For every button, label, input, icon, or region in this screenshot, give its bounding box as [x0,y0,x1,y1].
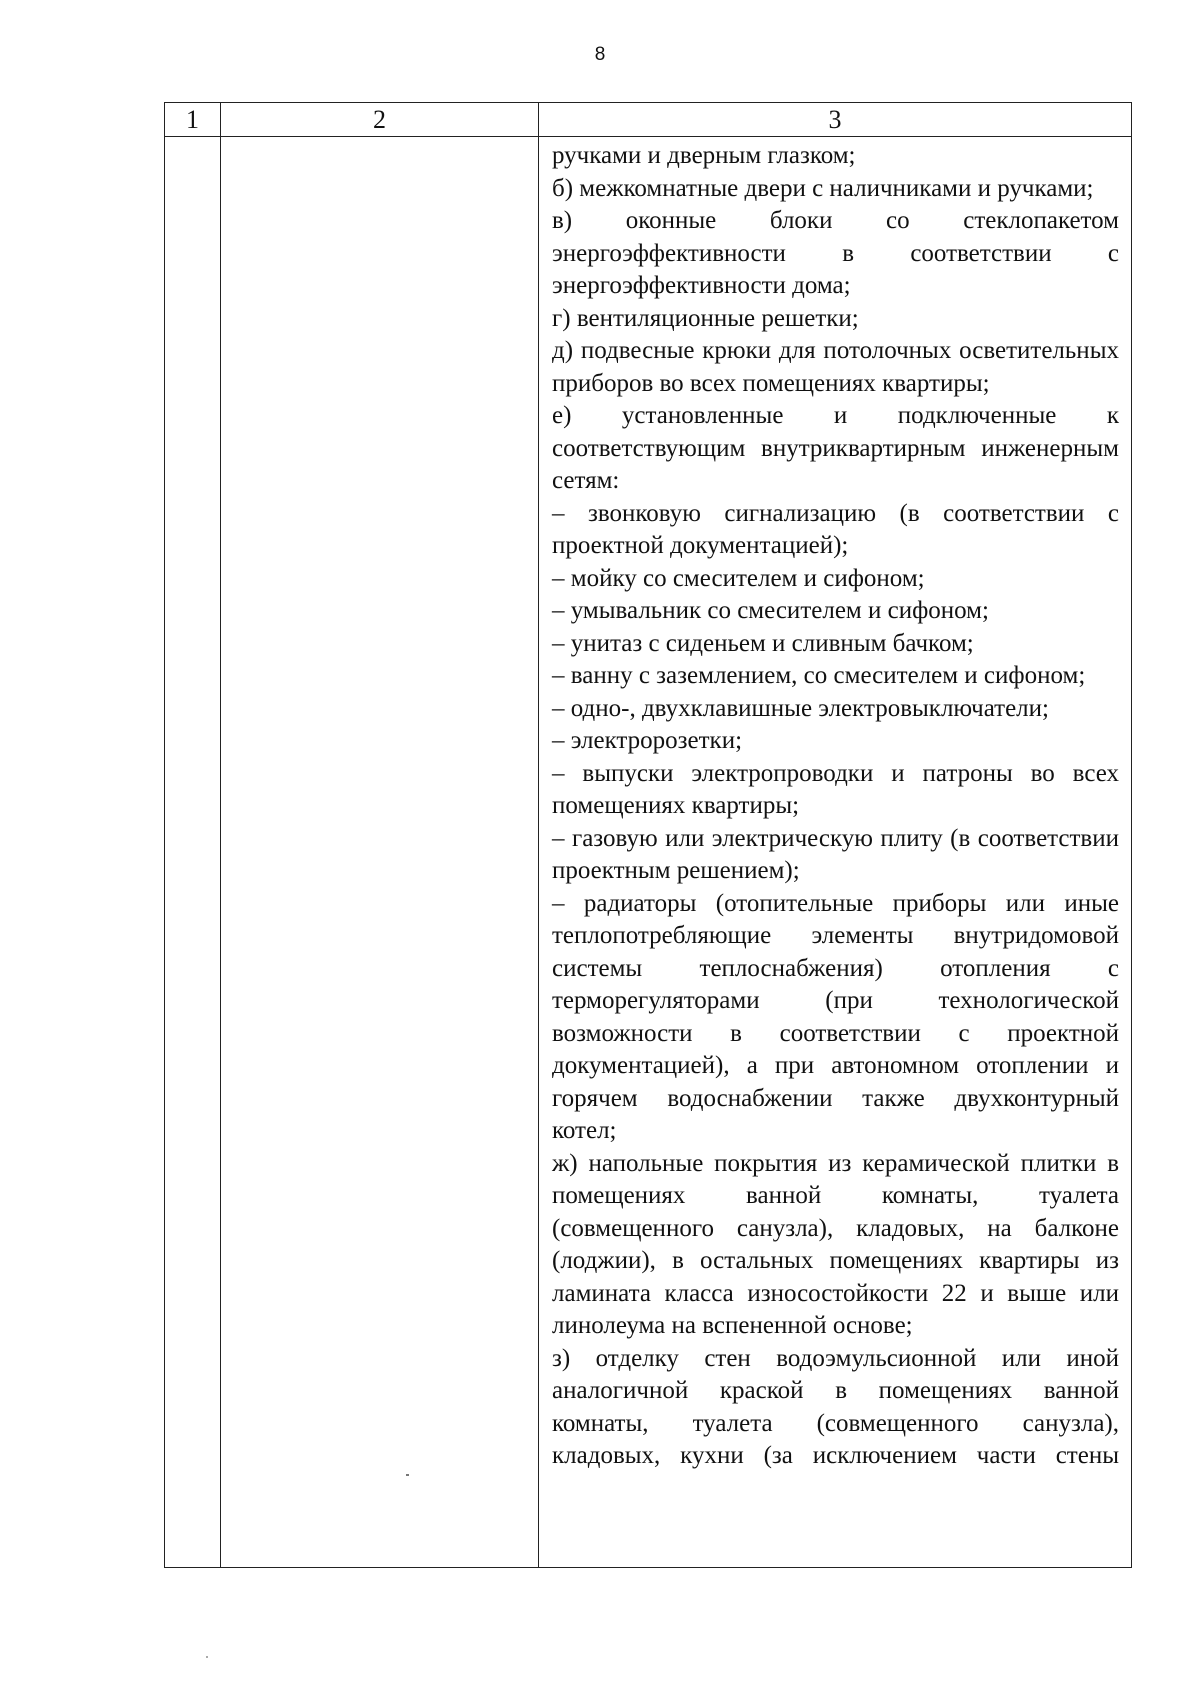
list-item: ручками и дверным глазком; [552,142,856,169]
list-item: – звонковую сигнализацию (в соответствии с проектной документацией); [552,499,1119,559]
page-number: 8 [594,44,606,65]
scan-speck [206,1656,208,1658]
table-cell-col3 [539,137,1132,1568]
table-cell-col2 [221,137,539,1568]
list-item: – ванну с заземлением, со смесителем и сифоном; [552,662,1086,689]
column-header-2: 2 [221,103,539,137]
list-item: – унитаз с сиденьем и сливным бачком; [552,629,974,657]
column-header-3: 3 [539,103,1132,137]
list-item: – радиаторы (отопительные приборы или иные теплопотребляющие элементы внутридомовой системы теплоснабжения) отопления с терморегуляторами (при технологической возможности в соответствии с проектной документацией), а при автономном отоплении и горячем водоснабжении также двухконтурный котел; [552,889,1119,1144]
list-item: – умывальник со смесителем и сифоном; [552,597,989,624]
list-item: е) установленные и подключенные к соответствующим внутриквартирным инженерным сетям: [552,402,1119,494]
list-item: – выпуски электропроводки и патроны во всех помещениях квартиры; [552,759,1119,819]
list-item: – одно-, двухклавишные электровыключатели; [552,694,1049,722]
list-item: – электророзетки; [552,727,743,754]
col3-text-body [539,137,1131,1473]
scan-speck [406,1474,409,1476]
column-header-1: 1 [165,103,221,137]
list-item: г) вентиляционные решетки; [552,304,859,332]
table-header-row [165,103,1132,137]
list-item: б) межкомнатные двери с наличниками и ручками; [552,174,1094,202]
table-cell-col1 [165,137,221,1568]
list-item: д) подвесные крюки для потолочных осветительных приборов во всех помещениях квартиры; [552,337,1119,397]
list-item: – газовую или электрическую плиту (в соответствии проектным решением); [552,824,1119,884]
table-row [165,137,1132,1568]
requirements-table [164,102,1132,1568]
list-item: – мойку со смесителем и сифоном; [552,564,925,592]
list-item: з) отделку стен водоэмульсионной или иной аналогичной краской в помещениях ванной комнаты, туалета (совмещенного санузла), кладовых, кухни (за исключением части стены [552,1344,1119,1469]
list-item: в) оконные блоки со стеклопакетом энергоэффективности в соответствии с энергоэффективности дома; [552,207,1119,299]
list-item: ж) напольные покрытия из керамической плитки в помещениях ванной комнаты, туалета (совмещенного санузла), кладовых, на балконе (лоджии), в остальных помещениях квартиры из ламината класса износостойкости 22 и выше или линолеума на вспененной основе; [552,1149,1119,1339]
